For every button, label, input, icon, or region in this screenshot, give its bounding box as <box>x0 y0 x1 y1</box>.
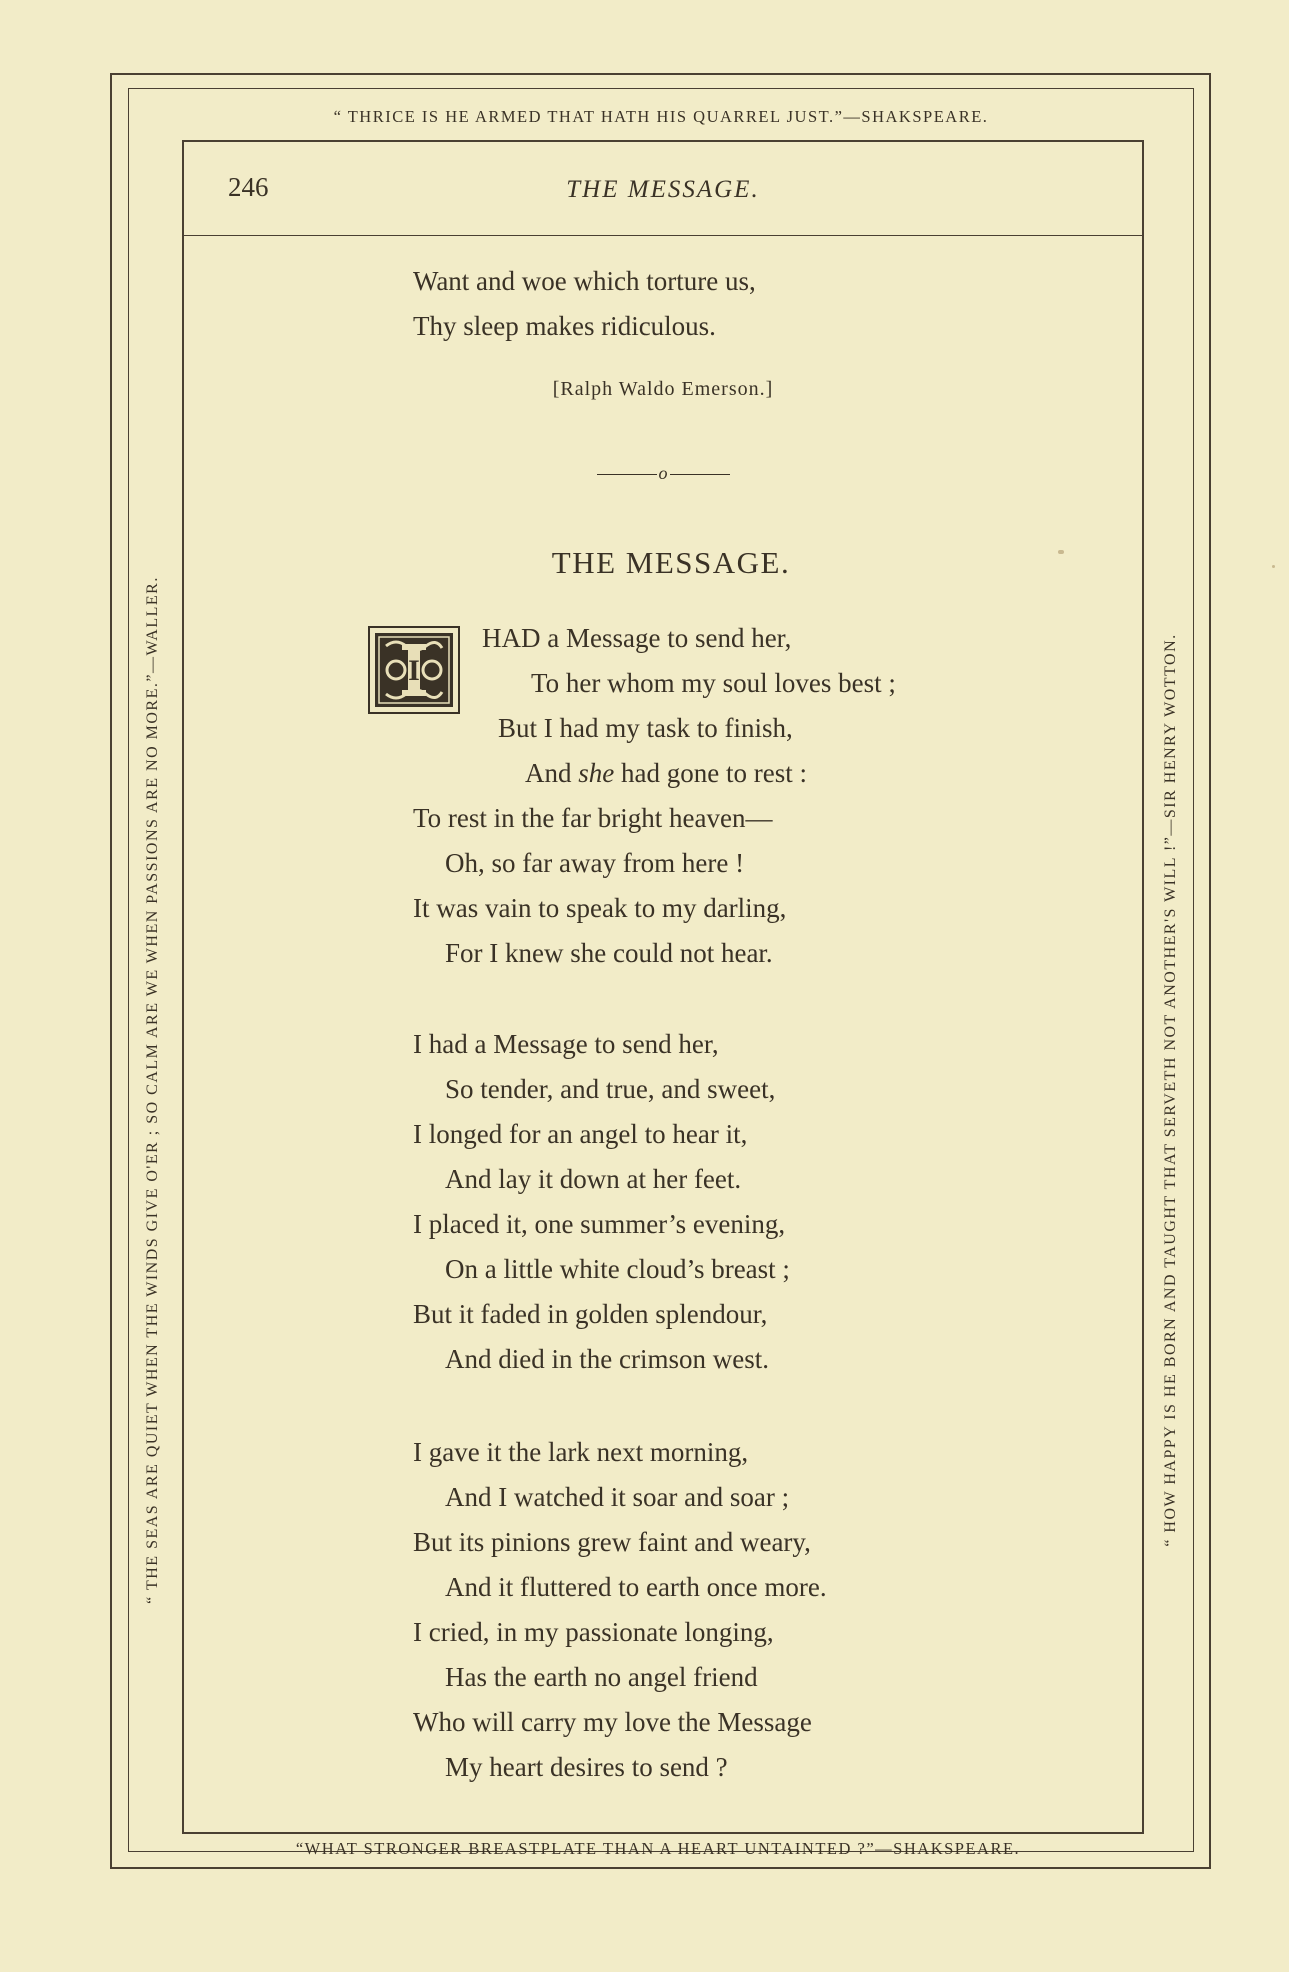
poem-line: But its pinions grew faint and weary, <box>413 1527 811 1557</box>
page-number: 246 <box>228 172 269 202</box>
poem-line: Has the earth no angel friend <box>445 1662 758 1692</box>
drop-cap-ornament <box>368 626 460 714</box>
poem-line: I had a Message to send her, <box>413 1029 719 1059</box>
paper-speck <box>1058 550 1064 554</box>
drop-cap-letter: I <box>408 654 420 687</box>
poem-word-italic: she <box>578 758 615 788</box>
attribution-name: Emerson <box>681 378 760 400</box>
left-border-quote: “ THE SEAS ARE QUIET WHEN THE WINDS GIVE O'ER ; SO CALM ARE WE WHEN PASSIONS ARE NO MORE.”—WALLER. <box>144 576 161 1604</box>
poem-line: On a little white cloud’s breast ; <box>445 1254 790 1284</box>
poem-line: I longed for an angel to hear it, <box>413 1119 748 1149</box>
poem-line: To her whom my soul loves best ; <box>531 668 896 698</box>
top-border-quote: “ THRICE IS HE ARMED THAT HATH HIS QUARREL JUST.”—SHAKSPEARE. <box>333 107 989 126</box>
poem-line: And died in the crimson west. <box>445 1344 769 1374</box>
section-divider <box>182 463 1144 484</box>
poem-line: I cried, in my passionate longing, <box>413 1617 774 1647</box>
attribution-close: .] <box>759 378 774 400</box>
poem-line: HAD a Message to send her, <box>482 623 792 653</box>
paper-speck <box>1272 565 1275 568</box>
poem-line: To rest in the far bright heaven— <box>413 803 773 833</box>
drop-cap-ornament-icon <box>370 628 458 712</box>
poem-line: And it fluttered to earth once more. <box>445 1572 827 1602</box>
poem-line: But it faded in golden splendour, <box>413 1299 768 1329</box>
poem-line: Who will carry my love the Message <box>413 1707 812 1737</box>
poem-word: had gone to rest : <box>621 758 807 788</box>
right-border-quote: “ HOW HAPPY IS HE BORN AND TAUGHT THAT SERVETH NOT ANOTHER'S WILL !”—SIR HENRY WOTTON. <box>1162 633 1179 1547</box>
divider-rule-left <box>597 474 657 475</box>
poem-line <box>525 758 807 789</box>
divider-mark: o <box>658 463 668 483</box>
poem-title: THE MESSAGE. <box>551 545 791 580</box>
running-title: THE MESSAGE. <box>566 176 760 203</box>
poem-line: For I knew she could not hear. <box>445 938 773 968</box>
poem-line: And lay it down at her feet. <box>445 1164 742 1194</box>
previous-poem-line: Thy sleep makes ridiculous. <box>413 311 716 341</box>
poem-line: It was vain to speak to my darling, <box>413 893 787 923</box>
poem-line: And I watched it soar and soar ; <box>445 1482 790 1512</box>
poem-word: And <box>525 758 572 788</box>
header-rule <box>182 235 1144 236</box>
poem-line: Oh, so far away from here ! <box>445 848 745 878</box>
attribution-name: Waldo <box>618 378 676 400</box>
poem-line: My heart desires to send ? <box>445 1752 728 1782</box>
divider-rule-right <box>670 474 730 475</box>
bottom-border-quote: “WHAT STRONGER BREASTPLATE THAN A HEART UNTAINTED ?”—SHAKSPEARE. <box>295 1839 1021 1858</box>
previous-poem-line: Want and woe which torture us, <box>413 266 756 296</box>
attribution <box>182 378 1144 401</box>
poem-line: But I had my task to finish, <box>498 713 793 743</box>
poem-line: I placed it, one summer’s evening, <box>413 1209 786 1239</box>
poem-line: I gave it the lark next morning, <box>413 1437 749 1467</box>
poem-line: So tender, and true, and sweet, <box>445 1074 776 1104</box>
attribution-open: [ <box>552 378 561 400</box>
attribution-name: Ralph <box>560 378 614 400</box>
